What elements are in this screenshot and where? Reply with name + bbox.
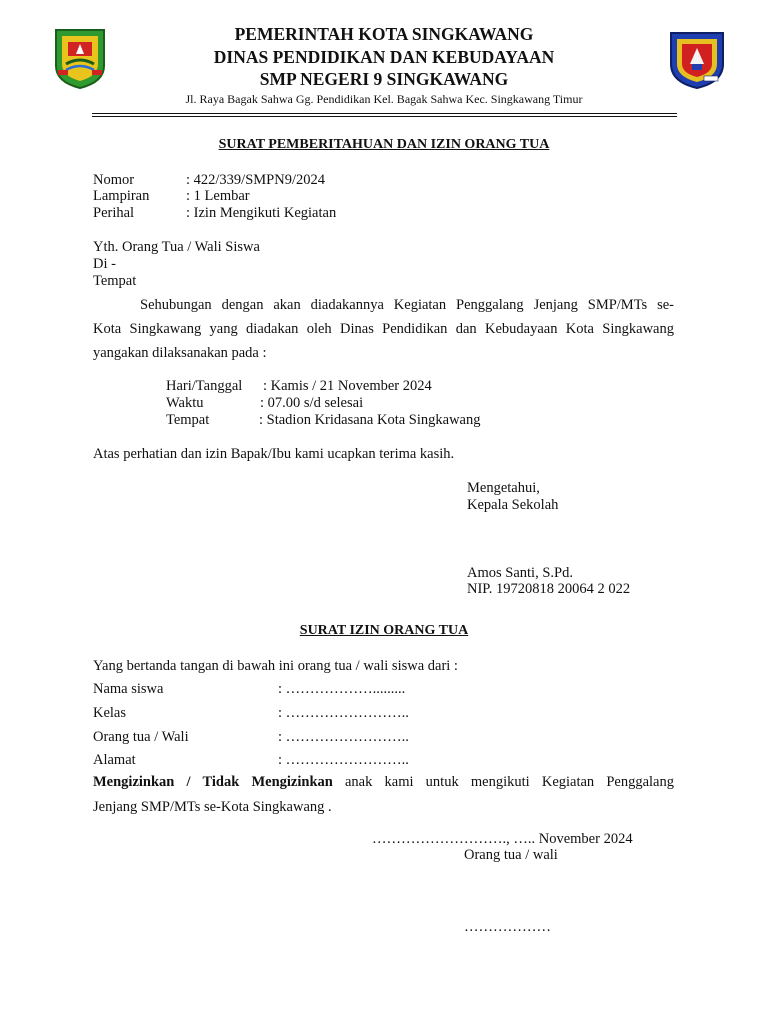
place-date: ………………………., ….. November 2024 <box>372 831 633 847</box>
permit-choice: Mengizinkan / Tidak Mengizinkan <box>93 774 333 790</box>
signer-name: Amos Santi, S.Pd. <box>467 565 573 581</box>
body-line: Sehubungan dengan akan diadakannya Kegiatan Penggalang Jenjang SMP/MTs se- <box>140 297 674 313</box>
signer-nip: NIP. 19720818 20064 2 022 <box>467 581 631 597</box>
recipient-line: Tempat <box>93 273 137 289</box>
permit-title: SURAT IZIN ORANG TUA <box>299 623 469 638</box>
permit-intro: Yang bertanda tangan di bawah ini orang tua / wali siswa dari : <box>93 658 458 674</box>
field-label-parent: Orang tua / Wali <box>93 729 189 745</box>
signoff-role: Kepala Sekolah <box>467 497 559 513</box>
letterhead-department: DINAS PENDIDIKAN DAN KEBUDAYAAN <box>213 47 555 67</box>
parent-signature-blank: ……………… <box>464 919 551 935</box>
recipient-line: Di - <box>93 256 116 272</box>
closing-sentence: Atas perhatian dan izin Bapak/Ibu kami ucapkan terima kasih. <box>93 446 455 462</box>
parent-label: Orang tua / wali <box>464 847 558 863</box>
notice-title: SURAT PEMBERITAHUAN DAN IZIN ORANG TUA <box>218 137 550 152</box>
event-value-time: : 07.00 s/d selesai <box>260 395 364 411</box>
meta-label-attachment: Lampiran <box>93 188 150 204</box>
meta-value-number: : 422/339/SMPN9/2024 <box>186 172 325 188</box>
letterhead-address: Jl. Raya Bagak Sahwa Gg. Pendidikan Kel. Bagak Sahwa Kec. Singkawang Timur <box>185 92 583 106</box>
permit-statement-line2: Jenjang SMP/MTs se-Kota Singkawang . <box>93 799 332 815</box>
meta-label-subject: Perihal <box>93 205 135 221</box>
event-label-place: Tempat <box>166 412 210 428</box>
event-value-place: : Stadion Kridasana Kota Singkawang <box>259 412 481 428</box>
field-blank-parent: : …………………….. <box>278 729 409 745</box>
letterhead-government: PEMERINTAH KOTA SINGKAWANG <box>234 24 534 44</box>
signoff-line: Mengetahui, <box>467 480 540 496</box>
meta-value-attachment: : 1 Lembar <box>186 188 250 204</box>
event-label-time: Waktu <box>166 395 204 411</box>
field-label-class: Kelas <box>93 705 127 721</box>
permit-statement-rest: anak kami untuk mengikuti Kegiatan Penggalang <box>332 774 674 790</box>
event-label-date: Hari/Tanggal <box>166 378 243 394</box>
permit-statement <box>93 774 674 791</box>
meta-value-subject: : Izin Mengikuti Kegiatan <box>186 205 337 221</box>
recipient-line: Yth. Orang Tua / Wali Siswa <box>93 239 260 255</box>
field-blank-student-name: : ………………......... <box>278 681 406 697</box>
field-label-student-name: Nama siswa <box>93 681 164 697</box>
field-blank-class: : …………………….. <box>278 705 409 721</box>
meta-label-number: Nomor <box>93 172 135 188</box>
letterhead-divider <box>92 113 677 114</box>
field-label-address: Alamat <box>93 752 136 768</box>
event-value-date: : Kamis / 21 November 2024 <box>263 378 432 394</box>
letterhead-divider-thin <box>92 116 677 117</box>
field-blank-address: : …………………….. <box>278 752 409 768</box>
body-line: yangakan dilaksanakan pada : <box>93 345 267 361</box>
body-line: Kota Singkawang yang diadakan oleh Dinas Pendidikan dan Kebudayaan Kota Singkawang <box>93 321 674 337</box>
letterhead-school: SMP NEGERI 9 SINGKAWANG <box>259 69 509 89</box>
